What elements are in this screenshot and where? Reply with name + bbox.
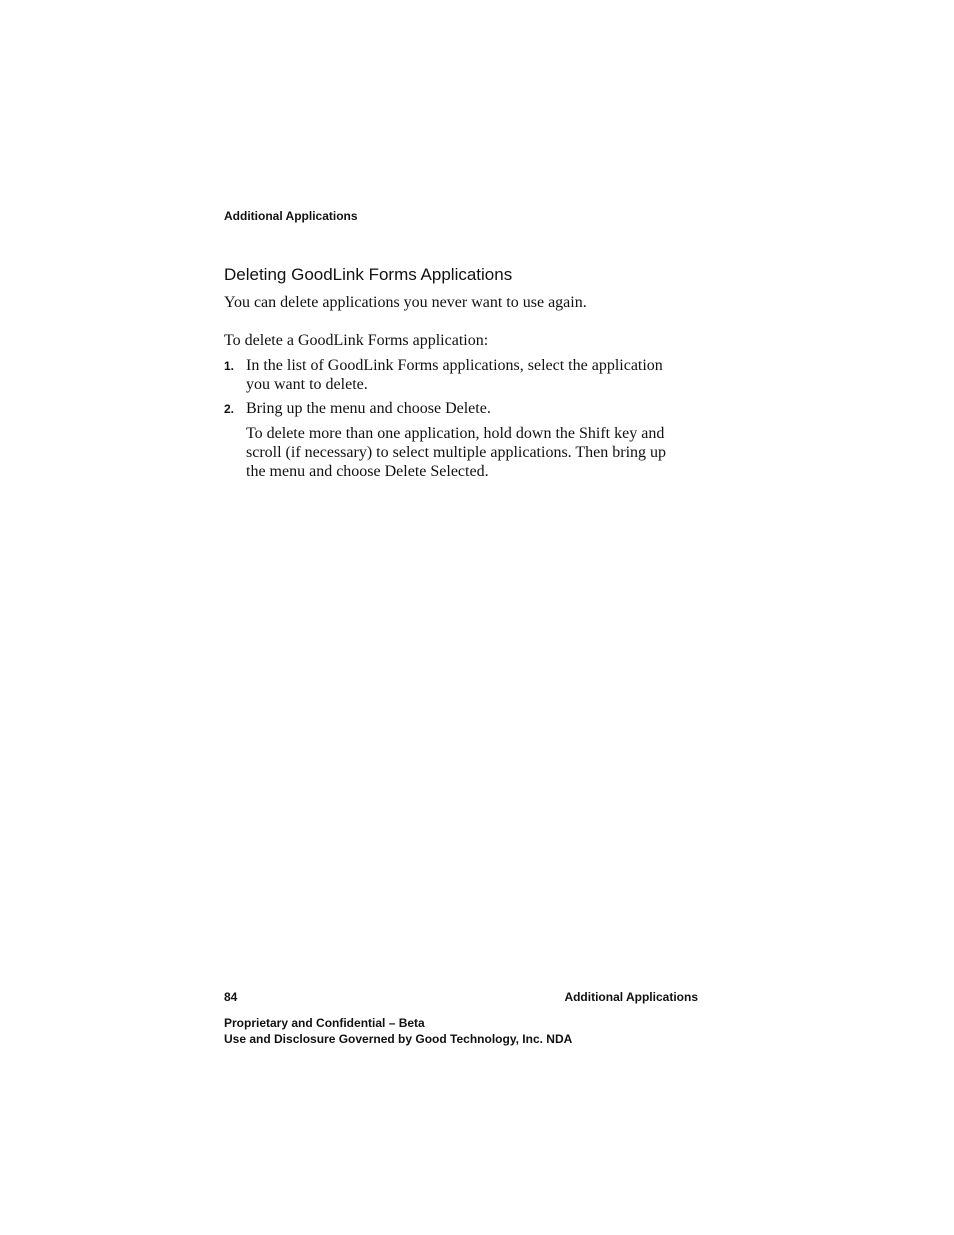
step-text-line: Bring up the menu and choose Delete. (246, 400, 491, 417)
note-line: the menu and choose Delete Selected. (246, 463, 489, 480)
note-line: To delete more than one application, hold down the Shift key and (246, 425, 665, 442)
intro-paragraph: You can delete applications you never want to use again. (224, 294, 587, 311)
procedure-lead: To delete a GoodLink Forms application: (224, 332, 489, 349)
confidential-notice: Proprietary and Confidential – Beta (224, 1016, 425, 1030)
step-text (246, 356, 704, 394)
step-text (246, 399, 704, 418)
page-number: 84 (224, 990, 238, 1004)
step-text-line: In the list of GoodLink Forms applications, select the application (246, 357, 663, 374)
section-title: Deleting GoodLink Forms Applications (224, 265, 513, 284)
footer-section-name: Additional Applications (564, 990, 698, 1004)
running-header: Additional Applications (224, 209, 358, 223)
step-note (246, 424, 706, 481)
note-line: scroll (if necessary) to select multiple applications. Then bring up (246, 444, 667, 461)
step-number: 1. (224, 359, 235, 373)
step-number: 2. (224, 402, 235, 416)
nda-notice: Use and Disclosure Governed by Good Technology, Inc. NDA (224, 1032, 573, 1046)
step-text-line: you want to delete. (246, 376, 368, 393)
